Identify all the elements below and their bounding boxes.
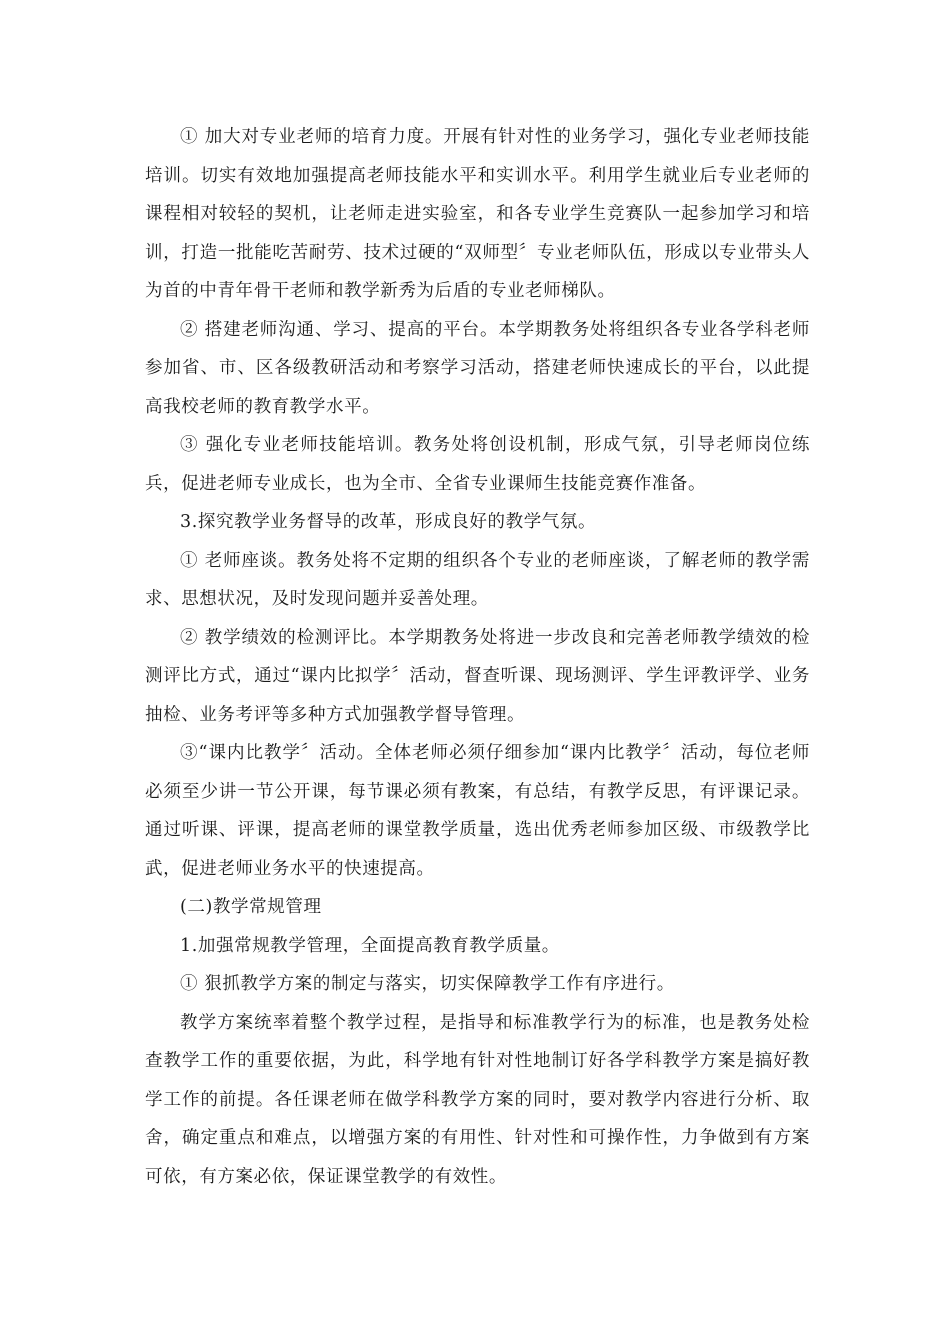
paragraph-performance-evaluation: ② 教学绩效的检测评比。本学期教务处将进一步改良和完善老师教学绩效的检测评比方式，通过“课内比拟学〞活动，督查听课、现场测评、学生评教评学、业务抽检、业务考评等多种方式加强教学督导管理。 xyxy=(145,627,810,725)
paragraph-teaching-plan-focus: ① 狠抓教学方案的制定与落实，切实保障教学工作有序进行。 xyxy=(180,974,675,994)
paragraph-skill-training: ③ 强化专业老师技能培训。教务处将创设机制，形成气氛，引导老师岗位练兵，促进老师专业成长，也为全市、全省专业课师生技能竞赛作准备。 xyxy=(145,435,810,494)
paragraph-teacher-forum: ① 老师座谈。教务处将不定期的组织各个专业的老师座谈，了解老师的教学需求、思想状况，及时发现问题并妥善处理。 xyxy=(145,550,810,609)
paragraph-teacher-training: ① 加大对专业老师的培育力度。开展有针对性的业务学习，强化专业老师技能培训。切实有效地加强提高老师技能水平和实训水平。利用学生就业后专业老师的课程相对较轻的契机，让老师走进实验室，和各专业学生竞赛队一起参加学习和培训，打造一批能吃苦耐劳、技术过硬的“双师型〞专业老师队伍，形成以专业带头人为首的中青年骨干老师和教学新秀为后盾的专业老师梯队。 xyxy=(145,127,810,301)
paragraph-supervision-reform-heading: 3.探究教学业务督导的改革，形成良好的教学气氛。 xyxy=(180,512,597,532)
section-heading-routine-management: (二)教学常规管理 xyxy=(180,897,322,917)
paragraph-class-competition: ③“课内比教学〞活动。全体老师必须仔细参加“课内比教学〞活动，每位老师必须至少讲一节公开课，每节课必须有教案，有总结，有教学反思，有评课记录。通过听课、评课，提高老师的课堂教学质量，选出优秀老师参加区级、市级教学比武，促进老师业务水平的快速提高。 xyxy=(145,743,810,879)
document-body xyxy=(145,118,810,1196)
paragraph-communication-platform: ② 搭建老师沟通、学习、提高的平台。本学期教务处将组织各专业各学科老师参加省、市、区各级教研活动和考察学习活动，搭建老师快速成长的平台，以此提高我校老师的教育教学水平。 xyxy=(145,319,810,417)
paragraph-routine-management-heading: 1.加强常规教学管理，全面提高教育教学质量。 xyxy=(180,935,560,956)
paragraph-teaching-plan-detail: 教学方案统率着整个教学过程，是指导和标准教学行为的标准，也是教务处检查教学工作的重要依据，为此，科学地有针对性地制订好各学科教学方案是搞好教学工作的前提。各任课老师在做学科教学方案的同时，要对教学内容进行分析、取舍，确定重点和难点，以增强方案的有用性、针对性和可操作性，力争做到有方案可依，有方案必依，保证课堂教学的有效性。 xyxy=(145,1012,810,1187)
